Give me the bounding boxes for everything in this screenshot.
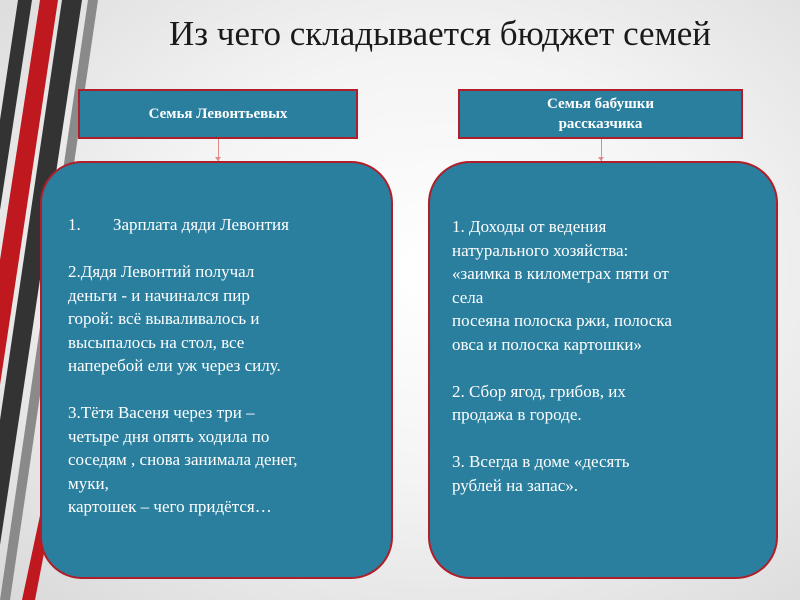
page-title: Из чего складывается бюджет семей bbox=[168, 14, 712, 53]
card-grandmother-budget bbox=[428, 161, 778, 579]
card-levontiev-budget bbox=[40, 161, 393, 579]
list-item-1 bbox=[68, 213, 377, 237]
header-grandmother-family bbox=[458, 89, 743, 139]
list-item-3: 3.Тётя Васеня через три – четыре дня опять ходила по соседям , снова занимала денег, муки, картошек – чего придётся… bbox=[68, 403, 298, 516]
list-item-2: 2.Дядя Левонтий получал деньги - и начинался пир горой: всё вываливалось и высыпалось на стол, все наперебой ели уж через силу. bbox=[68, 262, 281, 375]
header-levontiev-family: Семья Левонтьевых bbox=[78, 89, 358, 139]
header-grandmother-label: Семья бабушки рассказчика bbox=[546, 95, 655, 132]
list-item-1: 1. Доходы от ведения натурального хозяйства: «заимка в километрах пяти от села посеяна полоска ржи, полоска овса и полоска картошки» bbox=[452, 217, 672, 354]
list-item-1-number: 1. bbox=[68, 215, 81, 234]
list-item-1-text: Зарплата дяди Левонтия bbox=[113, 215, 289, 234]
list-item-2: 2. Сбор ягод, грибов, их продажа в городе. bbox=[452, 381, 626, 424]
list-item-3: 3. Всегда в доме «десять рублей на запас». bbox=[452, 452, 630, 495]
